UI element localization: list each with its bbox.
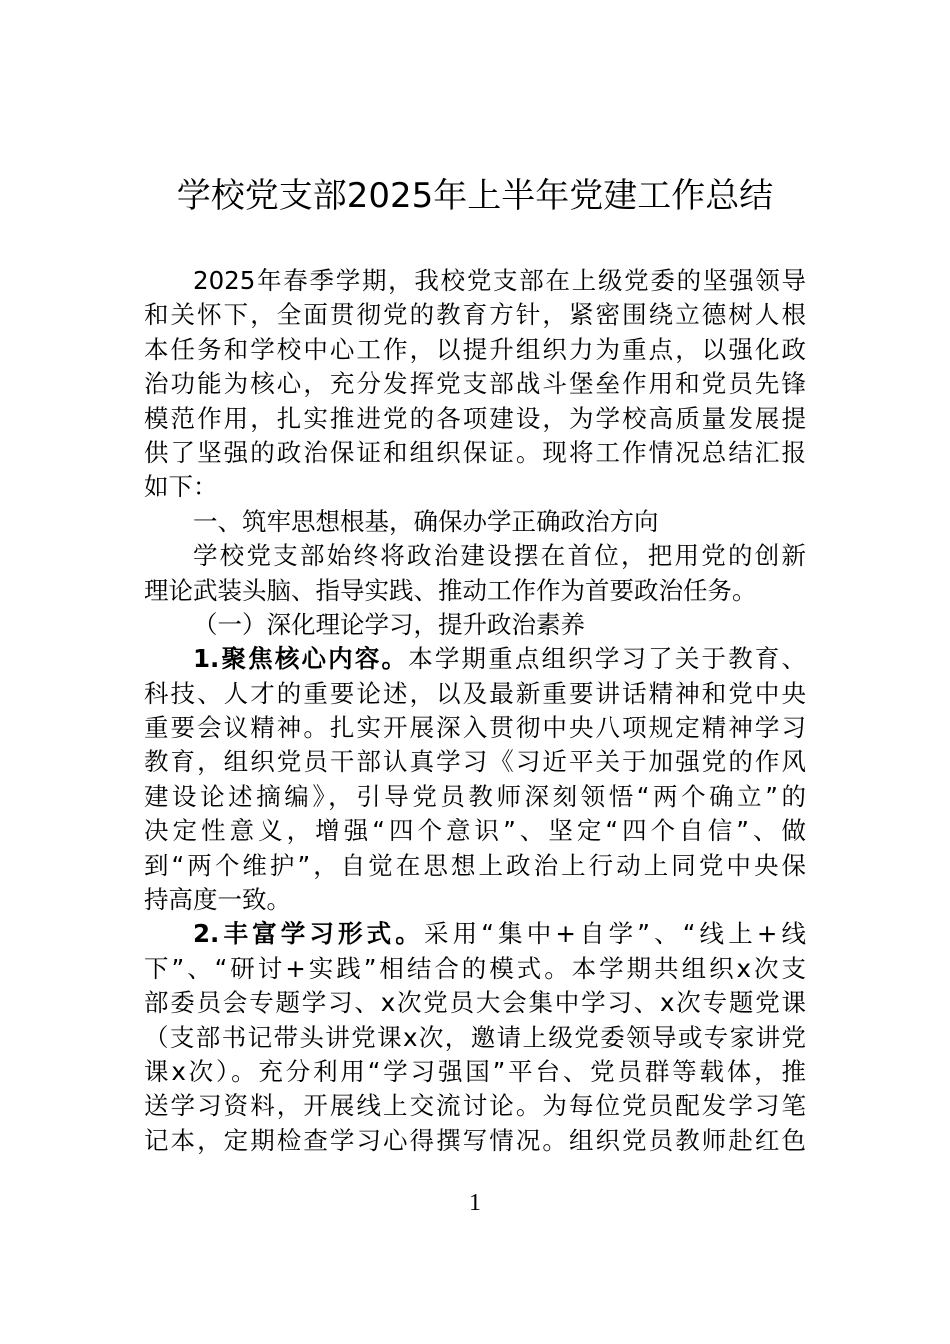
text-line: 本任务和学校中心工作，以提升组织力为重点，以强化政 xyxy=(144,334,806,364)
item-text: 本学期重点组织学习了关于教育、 xyxy=(408,644,806,674)
item-first-line xyxy=(144,917,806,951)
text-line: 记本，定期检查学习心得撰写情况。组织党员教师赴红色 xyxy=(144,1125,806,1155)
item-text: 采用“集中+自学”、“线上+线 xyxy=(423,919,806,949)
item-lead: 1.聚焦核心内容。 xyxy=(193,644,409,674)
text-line: 和关怀下，全面贯彻党的教育方针，紧密围绕立德树人根 xyxy=(144,300,806,330)
text-line: 到“两个维护”，自觉在思想上政治上行动上同党中央保 xyxy=(144,850,806,880)
text-line: 课x次）。充分利用“学习强国”平台、党员群等载体，推 xyxy=(144,1056,806,1086)
text-line: 下”、“研讨+实践”相结合的模式。本学期共组织x次支 xyxy=(144,953,806,983)
text-line: 教育，组织党员干部认真学习《习近平关于加强党的作风 xyxy=(144,747,806,777)
text-line: （支部书记带头讲党课x次，邀请上级党委领导或专家讲党 xyxy=(144,1022,806,1052)
text-line: 建设论述摘编》，引导党员教师深刻领悟“两个确立”的 xyxy=(144,781,806,811)
document-title: 学校党支部2025年上半年党建工作总结 xyxy=(176,176,774,216)
text-line: 决定性意义，增强“四个意识”、坚定“四个自信”、做 xyxy=(144,816,806,846)
text-line: 治功能为核心，充分发挥党支部战斗堡垒作用和党员先锋 xyxy=(144,369,806,399)
text-line: 如下： xyxy=(144,472,218,502)
text-line: 持高度一致。 xyxy=(144,885,291,915)
text-line: 供了坚强的政治保证和组织保证。现将工作情况总结汇报 xyxy=(144,437,806,467)
text-line: 重要会议精神。扎实开展深入贯彻中央八项规定精神学习 xyxy=(144,713,806,743)
text-line: 送学习资料，开展线上交流讨论。为每位党员配发学习笔 xyxy=(144,1091,806,1121)
page-number: 1 xyxy=(469,1190,481,1216)
item-lead: 2.丰富学习形式。 xyxy=(193,919,424,949)
item-first-line xyxy=(144,642,806,676)
text-line: 部委员会专题学习、x次党员大会集中学习、x次专题党课 xyxy=(144,988,806,1018)
text-line: 模范作用，扎实推进党的各项建设，为学校高质量发展提 xyxy=(144,403,806,433)
text-line: 学校党支部始终将政治建设摆在首位，把用党的创新 xyxy=(193,541,806,571)
text-line: 理论武装头脑、指导实践、推动工作作为首要政治任务。 xyxy=(144,575,757,605)
document-body xyxy=(144,264,806,1158)
section-heading: 一、筑牢思想根基，确保办学正确政治方向 xyxy=(193,506,659,536)
subsection-heading: （一）深化理论学习，提升政治素养 xyxy=(193,609,585,639)
text-line: 科技、人才的重要论述，以及最新重要讲话精神和党中央 xyxy=(144,678,806,708)
text-line: 2025年春季学期，我校党支部在上级党委的坚强领导 xyxy=(193,266,806,295)
